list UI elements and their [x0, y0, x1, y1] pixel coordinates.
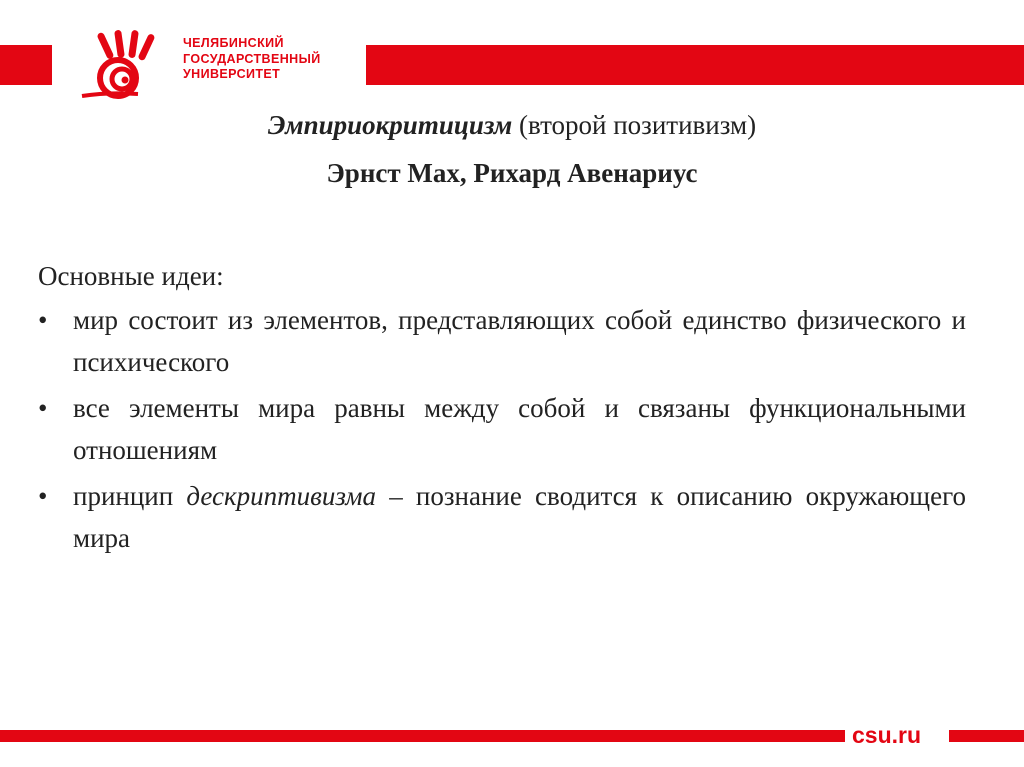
- list-item-text: мир состоит из элементов, представляющих собой единство физического и психического: [73, 305, 966, 377]
- list-item-text-after: – познание сводится к описанию окружающего мира: [73, 481, 966, 553]
- footer-red-bar-left: [0, 730, 845, 742]
- bullet-icon: •: [38, 481, 48, 511]
- list-item: [38, 475, 966, 559]
- bullet-icon: •: [38, 393, 48, 423]
- bullet-icon: •: [38, 305, 48, 335]
- spiral-shell-logo-icon: [78, 30, 170, 100]
- university-name-line-3: УНИВЕРСИТЕТ: [183, 67, 281, 81]
- slide-title: [0, 110, 1024, 141]
- footer-site-link[interactable]: csu.ru: [852, 722, 922, 748]
- footer-red-bar-right: [949, 730, 1024, 742]
- title-term: Эмпириокритицизм: [267, 110, 513, 140]
- slide-subtitle-authors: Эрнст Мах, Рихард Авенариус: [326, 158, 698, 188]
- list-item-text: все элементы мира равны между собой и связаны функциональными отношениям: [73, 393, 966, 465]
- list-item-emphasis: дескриптивизма: [186, 481, 376, 511]
- title-term-note: (второй позитивизм): [512, 110, 757, 140]
- header-red-bar-right: [366, 45, 1024, 85]
- list-item: [38, 299, 966, 383]
- slide-body: [38, 255, 966, 563]
- intro-text: Основные идеи:: [38, 261, 224, 291]
- header-red-bar-left: [0, 45, 52, 85]
- ideas-list: [38, 299, 966, 559]
- university-name-line-1: ЧЕЛЯБИНСКИЙ: [183, 36, 284, 50]
- list-item: [38, 387, 966, 471]
- university-name: [183, 36, 321, 83]
- list-item-text-before: принцип: [73, 481, 187, 511]
- university-name-line-2: ГОСУДАРСТВЕННЫЙ: [183, 51, 321, 66]
